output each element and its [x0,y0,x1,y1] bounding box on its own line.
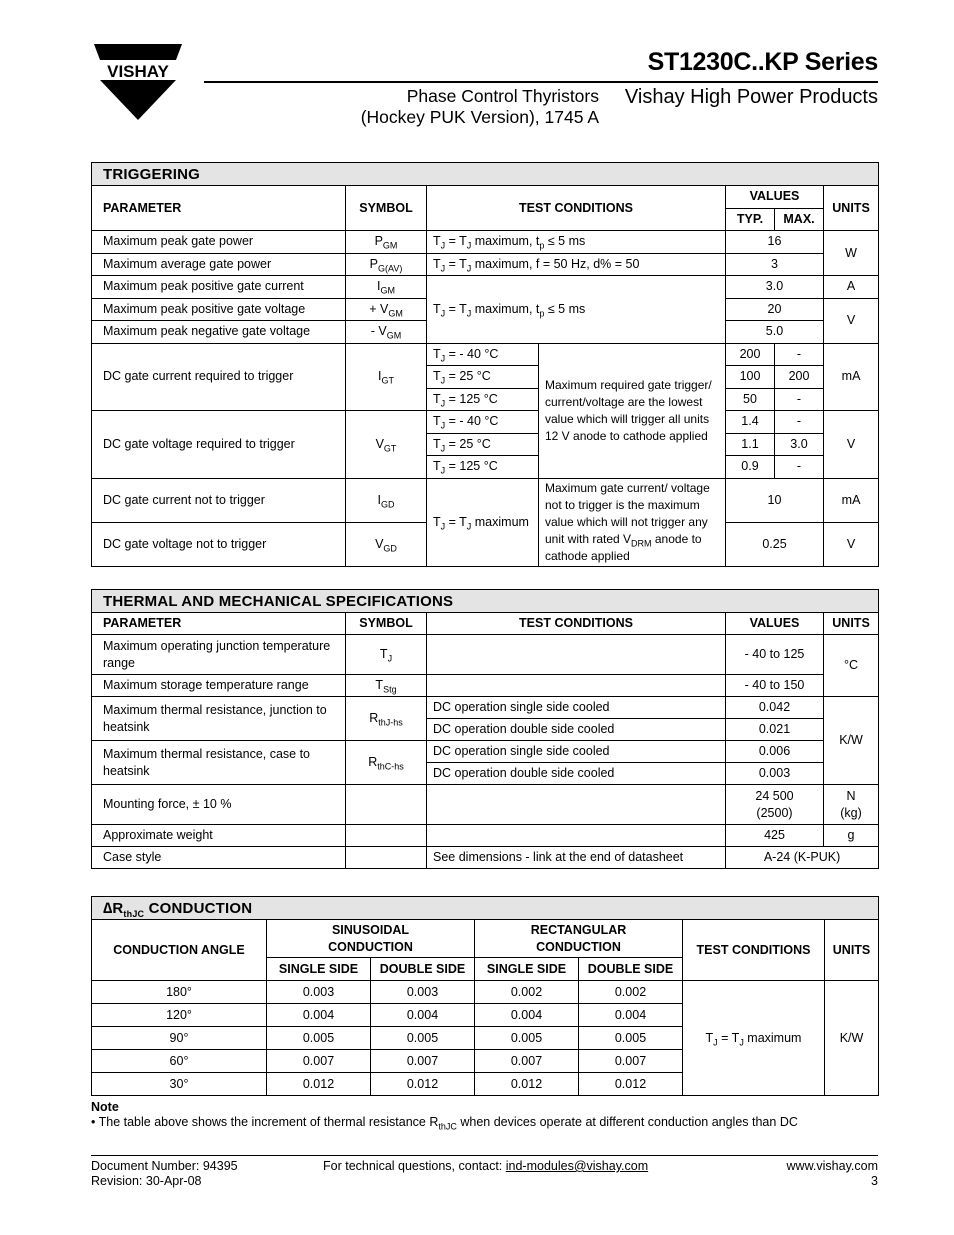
temp-cell: $T_J = 25$ °C [427,366,539,389]
symbol-cell: $I_{GT}$ [346,343,427,411]
sin-double-cell: 0.003 [371,981,475,1004]
sin-single-cell: 0.004 [267,1004,371,1027]
header-units: UNITS [825,920,879,981]
sin-single-cell: 0.012 [267,1073,371,1096]
symbol-cell: $P_{GM}$ [346,231,427,254]
table-row [92,253,879,276]
condition-cell: $T_J = T_J$ maximum, $t_p \le 5$ ms [427,276,726,344]
header-parameter: PARAMETER [92,186,346,231]
footer-rule [91,1155,878,1156]
trigger-note-cell: Maximum required gate trigger/ current/voltage are the lowest value which will trigger all units 12 V anode to cathode applied [539,343,726,478]
symbol-cell: $T_J$ [346,635,427,675]
symbol-cell: $T_{Stg}$ [346,675,427,697]
logo-wordmark: VISHAY [107,62,169,81]
param-cell: Maximum peak positive gate voltage [92,298,346,321]
unit-cell: °C [824,635,879,697]
param-cell: Maximum peak positive gate current [92,276,346,299]
rect-single-cell: 0.002 [475,981,579,1004]
product-line-2: (Hockey PUK Version), 1745 A [360,107,599,127]
param-cell: Mounting force, ± 10 % [92,785,346,825]
condition-cell [427,635,726,675]
rect-single-cell: 0.004 [475,1004,579,1027]
footer-document-info [91,1159,238,1189]
header-rectangular: RECTANGULAR CONDUCTION [475,920,683,958]
header-conduction-angle: CONDUCTION ANGLE [92,920,267,981]
header-rect-single: SINGLE SIDE [475,958,579,981]
thermal-table [91,589,879,869]
section-title-thermal: THERMAL AND MECHANICAL SPECIFICATIONS [92,590,879,613]
angle-cell: 90° [92,1027,267,1050]
value-cell: - 40 to 150 [726,675,824,697]
table-row [92,343,879,366]
footer-contact [323,1159,648,1173]
param-cell: DC gate current required to trigger [92,343,346,411]
typ-cell: 1.1 [726,433,775,456]
condition-cell: $T_J = T_J$ maximum, $t_p \le 5$ ms [427,231,726,254]
param-cell: DC gate current not to trigger [92,478,346,522]
header-rule [204,81,878,83]
table-row [92,411,879,434]
param-cell: Maximum peak negative gate voltage [92,321,346,344]
header-rect-double: DOUBLE SIDE [579,958,683,981]
document-number: Document Number: 94395 [91,1159,238,1173]
param-cell: Maximum average gate power [92,253,346,276]
note-text: • The table above shows the increment of thermal resistance $R_{thJC}$ when devices operate at different conduction angles than DC [91,1115,798,1132]
header-max: MAX. [775,208,824,231]
temp-cell: $T_J$ = - 40 °C [427,343,539,366]
header-parameter: PARAMETER [92,613,346,635]
table-row [92,825,879,847]
section-title-triggering: TRIGGERING [92,163,879,186]
unit-cell: V [824,522,879,566]
value-cell: 0.003 [726,763,824,785]
header-symbol: SYMBOL [346,186,427,231]
rect-double-cell: 0.007 [579,1050,683,1073]
condition-cell [427,675,726,697]
sin-single-cell: 0.007 [267,1050,371,1073]
typ-cell: 200 [726,343,775,366]
header-sinusoidal: SINUSOIDAL CONDUCTION [267,920,475,958]
header-test-conditions: TEST CONDITIONS [427,186,726,231]
sin-double-cell: 0.012 [371,1073,475,1096]
header-sin-double: DOUBLE SIDE [371,958,475,981]
value-cell: 0.25 [726,522,824,566]
unit-cell: V [824,411,879,479]
symbol-cell: $R_{thJ-hs}$ [346,697,427,741]
header-test-conditions: TEST CONDITIONS [427,613,726,635]
header-units: UNITS [824,186,879,231]
param-cell: DC gate voltage not to trigger [92,522,346,566]
unit-cell: N (kg) [824,785,879,825]
header-units: UNITS [824,613,879,635]
rthjc-conduction-table [91,896,879,1096]
temp-cell: $T_J = 125$ °C [427,388,539,411]
table-row [92,276,879,299]
max-cell: 200 [775,366,824,389]
header-values: VALUES [726,186,824,209]
value-cell: 0.021 [726,719,824,741]
value-cell: 10 [726,478,824,522]
symbol-cell: $R_{thC-hs}$ [346,741,427,785]
footer-site-info [787,1159,878,1189]
condition-cell: $T_J = T_J$ maximum [427,478,539,566]
value-cell: 16 [726,231,824,254]
condition-cell [427,825,726,847]
temp-cell: $T_J = 25$ °C [427,433,539,456]
condition-cell: DC operation single side cooled [427,697,726,719]
max-cell: - [775,388,824,411]
sin-double-cell: 0.005 [371,1027,475,1050]
max-cell: - [775,411,824,434]
table-row [92,231,879,254]
typ-cell: 100 [726,366,775,389]
symbol-cell: $I_{GD}$ [346,478,427,522]
param-cell: DC gate voltage required to trigger [92,411,346,479]
param-cell: Maximum operating junction temperature range [92,635,346,675]
temp-cell: $T_J = 125$ °C [427,456,539,479]
triggering-table [91,162,879,567]
sin-single-cell: 0.003 [267,981,371,1004]
condition-cell: DC operation double side cooled [427,719,726,741]
typ-cell: 0.9 [726,456,775,479]
table-row [92,785,879,825]
value-cell: 5.0 [726,321,824,344]
vishay-logo [92,44,184,122]
product-line-1: Phase Control Thyristors [406,86,599,106]
unit-cell: K/W [824,697,879,785]
rect-double-cell: 0.005 [579,1027,683,1050]
header-test-conditions: TEST CONDITIONS [683,920,825,981]
value-cell: 0.042 [726,697,824,719]
param-cell: Case style [92,847,346,869]
param-cell: Maximum thermal resistance, junction to heatsink [92,697,346,741]
condition-cell: $T_J = T_J$ maximum [683,981,825,1096]
param-cell: Maximum thermal resistance, case to heatsink [92,741,346,785]
unit-cell: W [824,231,879,276]
table-row [92,697,879,719]
temp-cell: $T_J$ = - 40 °C [427,411,539,434]
symbol-cell: $P_{G(AV)}$ [346,253,427,276]
param-cell: Maximum peak gate power [92,231,346,254]
header-sin-single: SINGLE SIDE [267,958,371,981]
condition-cell [427,785,726,825]
product-description [345,86,599,128]
table-row [92,675,879,697]
param-cell: Approximate weight [92,825,346,847]
unit-cell: mA [824,478,879,522]
unit-cell: mA [824,343,879,411]
angle-cell: 180° [92,981,267,1004]
angle-cell: 30° [92,1073,267,1096]
division-name: Vishay High Power Products [624,86,878,108]
max-cell: - [775,456,824,479]
header-symbol: SYMBOL [346,613,427,635]
unit-cell: A [824,276,879,299]
angle-cell: 60° [92,1050,267,1073]
value-cell: 3.0 [726,276,824,299]
unit-cell: K/W [825,981,879,1096]
table-row [92,635,879,675]
note-title: Note [91,1100,119,1114]
symbol-cell [346,785,427,825]
condition-cell: DC operation single side cooled [427,741,726,763]
condition-cell: $T_J = T_J$ maximum, f = 50 Hz, d% = 50 [427,253,726,276]
header-values: VALUES [726,613,824,635]
symbol-cell: $V_{GD}$ [346,522,427,566]
rect-single-cell: 0.005 [475,1027,579,1050]
symbol-cell: $V_{GT}$ [346,411,427,479]
value-cell: 425 [726,825,824,847]
table-row [92,478,879,522]
symbol-cell: - $V_{GM}$ [346,321,427,344]
table-row [92,847,879,869]
rect-double-cell: 0.012 [579,1073,683,1096]
document-title: ST1230C..KP Series [647,48,878,76]
unit-cell: V [824,298,879,343]
symbol-cell [346,825,427,847]
rect-single-cell: 0.007 [475,1050,579,1073]
value-cell: - 40 to 125 [726,635,824,675]
value-cell: 0.006 [726,741,824,763]
param-cell: Maximum storage temperature range [92,675,346,697]
typ-cell: 1.4 [726,411,775,434]
angle-cell: 120° [92,1004,267,1027]
table-row [92,981,879,1004]
contact-label: For technical questions, contact: [323,1159,506,1173]
typ-cell: 50 [726,388,775,411]
symbol-cell: + $V_{GM}$ [346,298,427,321]
rect-single-cell: 0.012 [475,1073,579,1096]
value-cell: 3 [726,253,824,276]
sin-double-cell: 0.004 [371,1004,475,1027]
contact-email-link[interactable]: ind-modules@vishay.com [505,1159,649,1173]
page-number: 3 [871,1174,878,1188]
rect-double-cell: 0.004 [579,1004,683,1027]
condition-cell: See dimensions - link at the end of datasheet [427,847,726,869]
value-cell: 20 [726,298,824,321]
sin-single-cell: 0.005 [267,1027,371,1050]
not-trigger-note-cell: Maximum gate current/ voltage not to trigger is the maximum value which will not trigger any unit with rated $V_{DRM}$ anode to cathode applied [539,478,726,566]
max-cell: - [775,343,824,366]
unit-cell: g [824,825,879,847]
condition-cell: DC operation double side cooled [427,763,726,785]
symbol-cell [346,847,427,869]
section-title-rthjc: $\Delta R_{thJC}$ CONDUCTION [92,897,879,920]
value-cell: A-24 (K-PUK) [726,847,879,869]
symbol-cell: $I_{GM}$ [346,276,427,299]
max-cell: 3.0 [775,433,824,456]
website-link[interactable]: www.vishay.com [786,1159,878,1173]
sin-double-cell: 0.007 [371,1050,475,1073]
value-cell: 24 500 (2500) [726,785,824,825]
table-row [92,741,879,763]
rect-double-cell: 0.002 [579,981,683,1004]
revision: Revision: 30-Apr-08 [91,1174,202,1188]
header-typ: TYP. [726,208,775,231]
